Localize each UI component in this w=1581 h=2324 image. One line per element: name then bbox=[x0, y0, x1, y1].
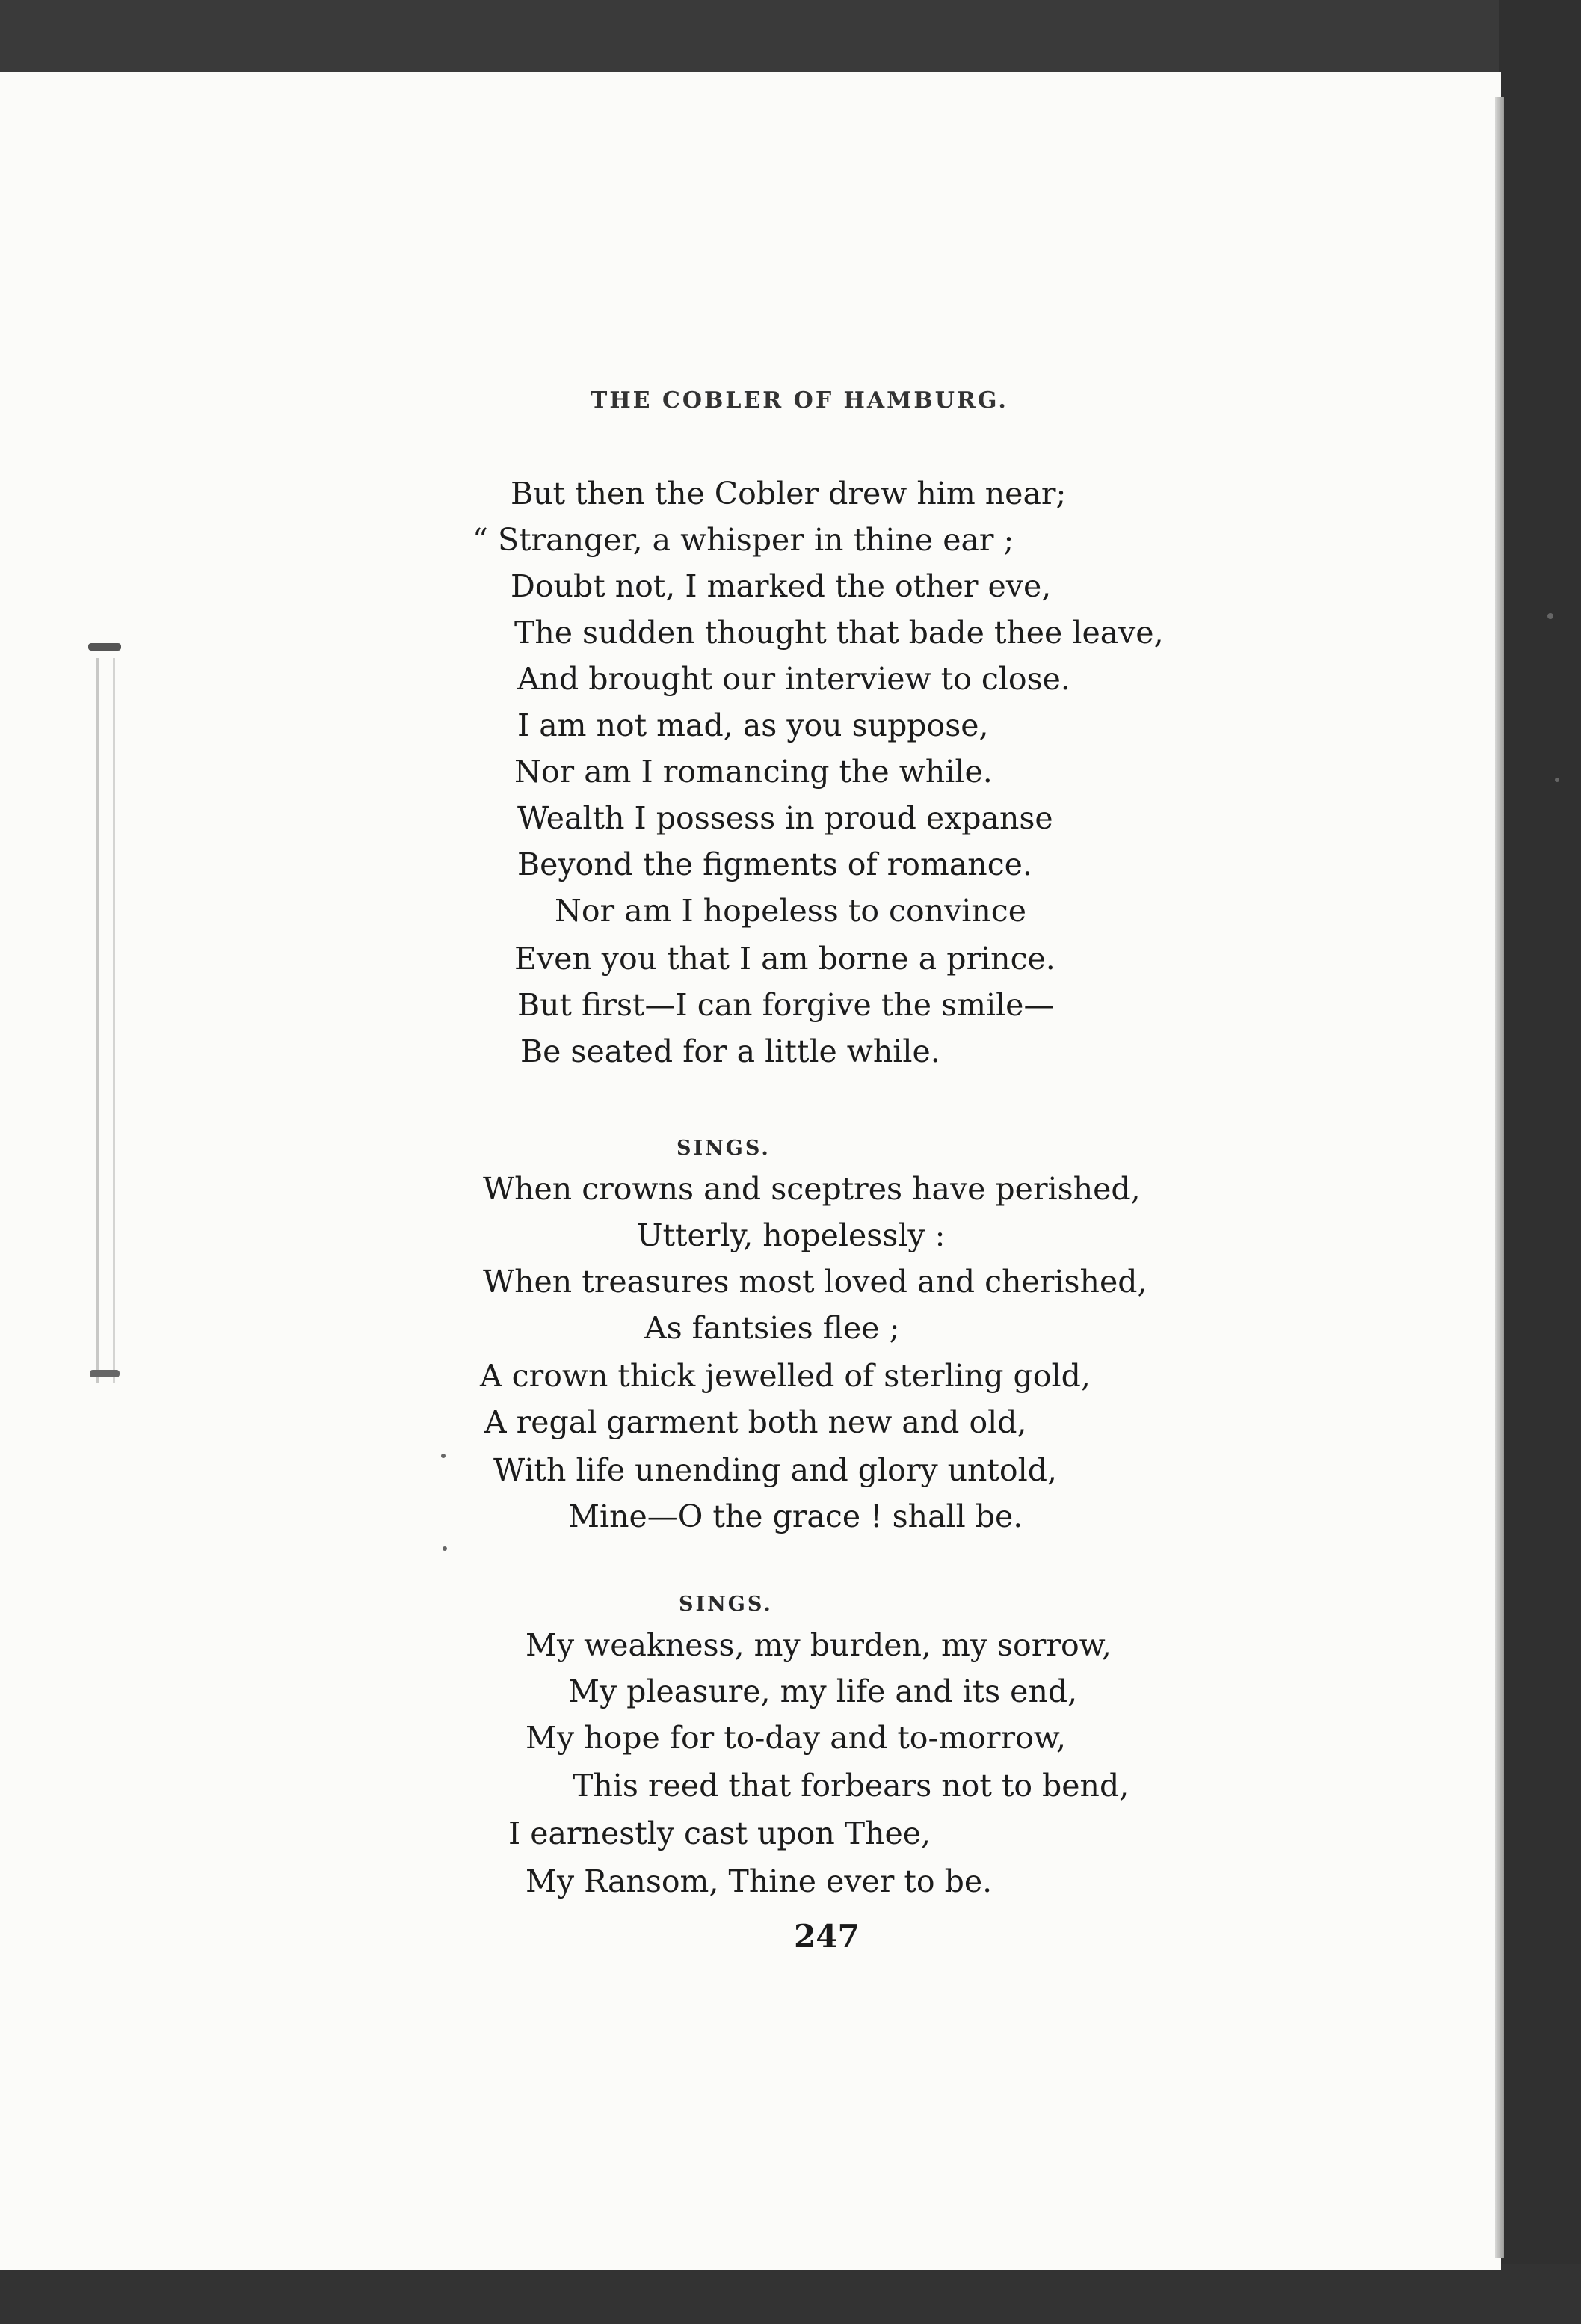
ink-speck bbox=[441, 1454, 446, 1458]
scan-border-right bbox=[1499, 0, 1581, 2324]
binding-mark-bottom bbox=[90, 1370, 120, 1377]
scan-border-bottom bbox=[0, 2264, 1581, 2324]
binding-mark bbox=[96, 658, 115, 1383]
verse-line: A crown thick jewelled of sterling gold, bbox=[480, 1358, 1091, 1394]
verse-line: Even you that I am borne a prince. bbox=[514, 941, 1055, 977]
verse-line: Mine—O the grace ! shall be. bbox=[568, 1498, 1023, 1534]
verse-line: Doubt not, I marked the other eve, bbox=[511, 568, 1052, 604]
verse-line: Utterly, hopelessly : bbox=[637, 1217, 946, 1253]
page-edge bbox=[1495, 97, 1504, 2258]
ink-speck bbox=[1555, 778, 1559, 782]
verse-line: Be seated for a little while. bbox=[520, 1033, 940, 1069]
verse-line: My weakness, my burden, my sorrow, bbox=[526, 1627, 1112, 1663]
verse-line: But first—I can forgive the smile— bbox=[517, 987, 1055, 1023]
verse-line: With life unending and glory untold, bbox=[493, 1452, 1057, 1488]
verse-line: My pleasure, my life and its end, bbox=[568, 1673, 1078, 1709]
verse-line: This reed that forbears not to bend, bbox=[573, 1768, 1129, 1804]
verse-line: As fantsies flee ; bbox=[644, 1310, 900, 1346]
verse-line: I earnestly cast upon Thee, bbox=[508, 1816, 931, 1851]
verse-line: A regal garment both new and old, bbox=[484, 1404, 1027, 1440]
ink-speck bbox=[1547, 613, 1553, 619]
verse-line: “ Stranger, a whisper in thine ear ; bbox=[472, 522, 1014, 558]
verse-line: Nor am I hopeless to convince bbox=[555, 893, 1027, 929]
verse-line: And brought our interview to close. bbox=[517, 661, 1070, 697]
verse-line: The sudden thought that bade thee leave, bbox=[514, 615, 1164, 651]
verse-line: Wealth I possess in proud expanse bbox=[517, 800, 1053, 836]
section-heading: SINGS. bbox=[677, 1137, 771, 1160]
verse-line: I am not mad, as you suppose, bbox=[517, 707, 989, 743]
verse-line: But then the Cobler drew him near; bbox=[511, 476, 1067, 511]
verse-line: Beyond the figments of romance. bbox=[517, 846, 1032, 882]
ink-speck bbox=[443, 1546, 447, 1551]
binding-mark-top bbox=[88, 643, 121, 651]
verse-line: My Ransom, Thine ever to be. bbox=[526, 1863, 993, 1899]
verse-line: Nor am I romancing the while. bbox=[514, 754, 993, 790]
section-heading: SINGS. bbox=[679, 1593, 773, 1616]
running-header: THE COBLER OF HAMBURG. bbox=[591, 387, 1008, 414]
page-number: 247 bbox=[794, 1918, 860, 1955]
scan-border-top bbox=[0, 0, 1581, 82]
verse-line: My hope for to-day and to-morrow, bbox=[526, 1720, 1067, 1756]
verse-line: When crowns and sceptres have perished, bbox=[483, 1171, 1141, 1207]
verse-line: When treasures most loved and cherished, bbox=[483, 1264, 1147, 1300]
